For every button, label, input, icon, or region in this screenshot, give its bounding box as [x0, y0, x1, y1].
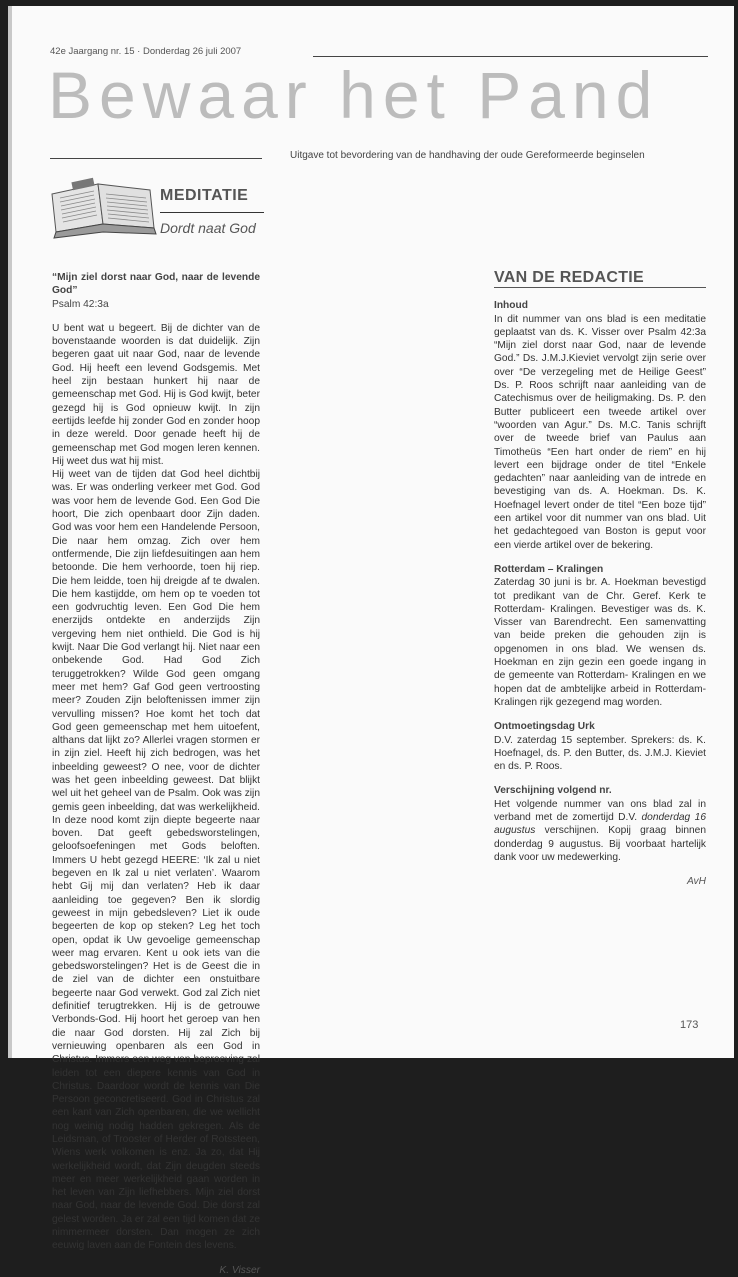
binding-edge [8, 6, 12, 1058]
text-column-3 [494, 271, 706, 888]
meditatie-reference: Psalm 42:3a [52, 298, 109, 310]
meditatie-rule [160, 212, 264, 213]
inhoud-text: In dit nummer van ons blad is een meditatie geplaatst van ds. K. Visser over Psalm 42:3a “Mijn ziel dorst naar God, naar de levende God.” Ds. J.M.J.Kieviet vervolgt zijn serie over over “De verzegeling met de Heilige Geest” Ds. P. Roos schrijft naar aanleiding van de Catechismus over de heiligmaking. Ds. P. den Butter publiceert een tweede artikel over “woorden van Agur.” Ds. M.C. Tanis schrijft over de tweede brief van Paulus aan Timotheüs “Een hart onder de riem” en hij levert een bijdrage onder de titel “Enkele gedachten” naar aanleiding van de intrede en bevestiging van ds. A. Hoekman. Ds. K. Hoefnagel levert onder de titel “Een boze tijd” een artikel voor dit nummer van ons blad. Uit het gedachtegoed van Boston is geput voor een vierde artikel over de bekering. [494, 313, 706, 551]
meditatie-paragraph: Hij weet van de tijden dat God heel dichtbij was. Er was onderling verkeer met God. God was voor hem de levende God. Een God Die hoort, Die zich openbaart door Zijn daden. God was voor hem een Handelende Persoon, Die naar hem omzag. Zich over hem ontfermende, Die zijn liefdesuitingen aan hem betoonde. Die hem verhoorde, toen hij riep. Die hem leidde, toen hij dreigde af te dwalen. Die hem kastijdde, om hem op te voeden tot een godvruchtig leven. Een God Die hem enerzijds ontdekte en anderzijds Zijn vergeving hem niet onthield. Die God is hij kwijt. Naar Die God verlangt hij. Niet naar een onbekende God. Had God Zich teruggetrokken? Wilde God geen omgang meer met hem? Gaf God geen vertroosting meer? Zouden Zijn beloftenissen immer zijn vervulling missen? Hoe komt het toch dat God geen gemeenschap met hem uitoefent, althans dat lijkt zo? Allerlei vragen stormen er in zijn ziel. Heeft hij zich bedrogen, was het inbeelding geweest? O nee, voor de dichter was het geen inbeelding geweest. Dat blijkt wel uit het geheel van de Psalm. Ook was zijn gemis geen inbeelding, dat was werkelijkheid. In deze nood komt zijn diepte begeerte naar boven. Dat geeft gebedsworstelingen, geloofsoefeningen met Gods beloften. Immers U hebt gezegd HEERE: ‘Ik zal u niet begeven en Ik zal u niet verlaten’. Waarom hebt Gij mij dan verlaten? Heb ik daar aanleiding toe gegeven? Ben ik slordig geweest in mijn gebedsleven? Liet ik oude begeerten de kop op steken? Leg het toch open, opdat ik Uw gevoelige gemeenschap weer mag ervaren. Kent u ook iets van die gebedsworstelingen? Het is de Geest die in de ziel van de dichter een onstuitbare begeerte naar God verwekt. God zal Zich niet definitief terugtrekken. Hij is de getrouwe Verbonds-God. Hij hoort het geroep van hen die naar God dorsten. Hij zal Zich bij vernieuwing openbaren als een God in Christus. Immers een weg van beproeving zal leiden tot een diepere kennis van God in Christus. Daardoor wordt de kennis van Die Persoon geconcretiseerd. God in Christus zal een kant van Zich openbaren, die we wellicht nog weinig nodig hadden gekregen. Als de Leidsman, of Trooster of Herder of Rotssteen, Wiens werk volkomen is enz. Ja zo, dat Hij werkelijkheid wordt, dat Zijn deugden steeds meer en meer werkelijkheid gaan worden in het leven van Zijn liefhebbers. Mijn ziel dorst naar God, naar de levende God. Die dorst zal gelest worden. Ja er zal een tijd komen dat ze nimmermeer dorsten. Dan mogen ze zich eeuwig laven aan de Fontein des levens. [52, 469, 260, 1252]
meditatie-quote: “Mijn ziel dorst naar God, naar de levende God” [52, 272, 260, 297]
masthead-title: Bewaar het Pand [48, 58, 660, 132]
meditatie-signature: K. Visser [219, 1264, 260, 1276]
urk-heading: Ontmoetingsdag Urk [494, 721, 595, 733]
redactie-signature: AvH [686, 876, 706, 888]
masthead-subtitle: Uitgave tot bevordering van de handhaving der oude Gereformeerde beginselen [290, 150, 645, 161]
subtitle-rule [50, 158, 262, 159]
text-column-1 [52, 271, 260, 1277]
rotterdam-text: Zaterdag 30 juni is br. A. Hoekman bevestigd tot predikant van de Chr. Geref. Kerk te Rotterdam- Kralingen. Bevestiger was ds. K. Visser van Barendrecht. Een samenvatting van beide preken die gehouden zijn is opgenomen in ons blad. We wensen ds. Hoekman en zijn gezin een goede ingang in de gemeente van Rotterdam- Kralingen en we hopen dat de ambtelijke arbeid in Rotterdam-Kralingen rijk gezegend mag worden. [494, 577, 706, 708]
header-rule [313, 56, 708, 57]
section-label-meditatie: MEDITATIE [160, 187, 249, 204]
inhoud-heading: Inhoud [494, 300, 528, 312]
urk-text: D.V. zaterdag 15 september. Sprekers: ds. K. Hoefnagel, ds. P. den Butter, ds. J.M.J. Kieviet en ds. P. Roos. [494, 734, 706, 773]
verschijning-heading: Verschijning volgend nr. [494, 785, 612, 797]
verschijning-text: Het volgende nummer van ons blad zal in verband met de zomertijd D.V. donderdag 16 augustus verschijnen. Kopij graag binnen donderdag 9 augustus. Bij voorbaat hartelijk dank voor uw medewerking. [494, 798, 706, 863]
open-bible-icon [48, 172, 158, 240]
rotterdam-heading: Rotterdam – Kralingen [494, 563, 604, 575]
meditatie-title: Dordt naat God [160, 220, 256, 236]
redactie-title: VAN DE REDACTIE [494, 271, 706, 288]
page [8, 6, 734, 1276]
page-number: 173 [680, 1019, 699, 1031]
meditatie-paragraph: U bent wat u begeert. Bij de dichter van de bovenstaande woorden is dat duidelijk. Zijn begeren gaat uit naar God, naar de levende God. Hij heeft een levend Godsgemis. Met heel zijn bestaan hunkert hij naar de gemeenschap met God. Hij is God kwijt, beter gezegd hij is God opnieuw kwijt. In zijn eertijds leefde hij zonder God en zonder hoop in deze wereld. Door genade heeft hij de gemeenschap met God mogen leren kennen. Hij weet dus wat hij mist. [52, 322, 260, 467]
issue-line: 42e Jaargang nr. 15 · Donderdag 26 juli 2007 [50, 46, 242, 57]
